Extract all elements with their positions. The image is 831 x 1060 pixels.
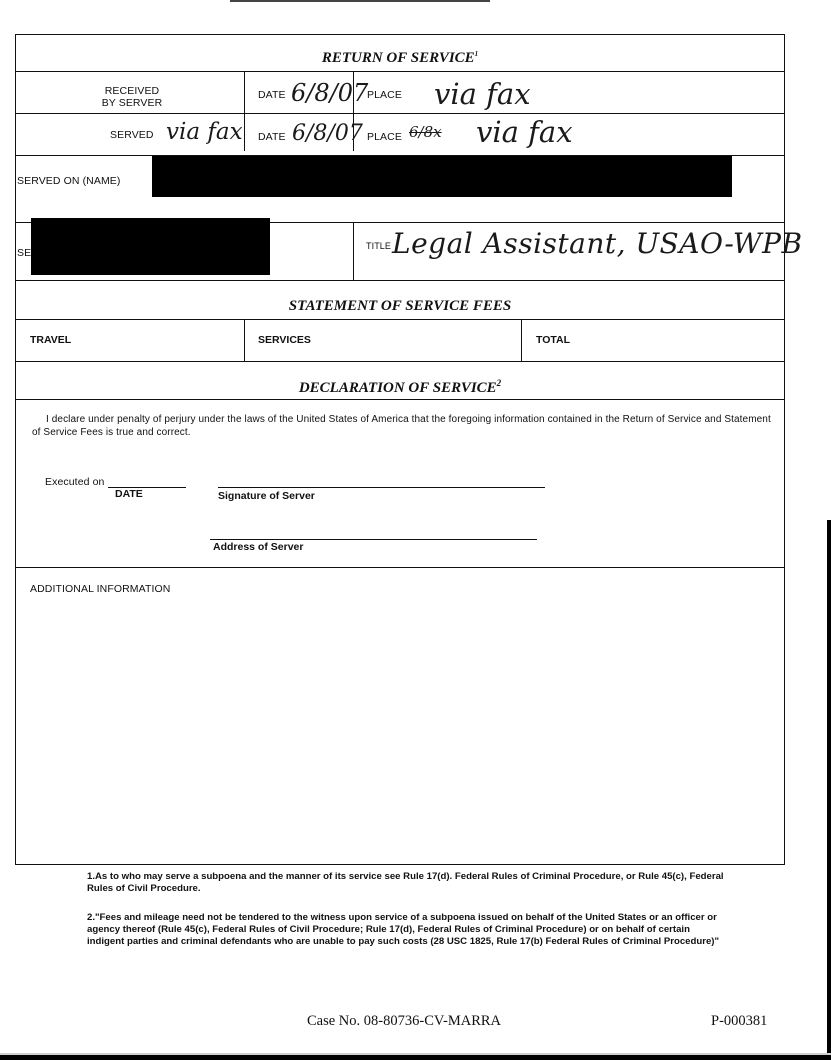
page-id: P-000381 <box>711 1013 768 1029</box>
declaration-of-service-title: DECLARATION OF SERVICE$^2$ <box>298 378 502 396</box>
received-by-server-label: RECEIVED BY SERVER <box>101 85 163 109</box>
divider <box>244 71 245 151</box>
received-date-label: DATE <box>258 89 286 101</box>
redaction-bar <box>152 156 732 197</box>
received-place-label: PLACE <box>367 89 402 101</box>
title-label: TITLE <box>366 241 392 251</box>
return-of-service-form <box>15 34 803 865</box>
divider <box>16 71 784 72</box>
scan-edge-bottom <box>0 1055 831 1060</box>
served-date-label: DATE <box>258 131 286 143</box>
divider <box>16 567 784 568</box>
divider <box>244 319 245 361</box>
divider <box>16 113 784 114</box>
footnote-1: 1.As to who may serve a subpoena and the manner of its service see Rule 17(d). Federal Rules of Criminal Procedure, or Rule 45(c), Federal Rules of Civil Procedure. <box>87 871 724 894</box>
redaction-bar <box>31 218 270 275</box>
served-place-label: PLACE <box>367 131 402 143</box>
case-number: Case No. 08-80736-CV-MARRA <box>307 1013 502 1029</box>
served-method-handwritten: via fax <box>166 119 243 145</box>
served-by-label-fragment: SE <box>17 247 32 259</box>
signature-line <box>218 487 545 488</box>
travel-label: TRAVEL <box>30 334 72 346</box>
divider <box>16 361 784 362</box>
received-date-handwritten: 6/8/07 <box>291 79 369 107</box>
divider <box>16 319 784 320</box>
divider <box>521 319 522 361</box>
footnote-2: 2."Fees and mileage need not be tendered to the witness upon service of a subpoena issued on behalf of the United States or an officer or agency thereof (Rule 45(c), Federal Rules of Civil Procedure; Rule 17(d), Federal Rules of Criminal Procedure) or on behalf of certain indigent parties and criminal defendants who are unable to pay such costs (28 USC 1825, Rule 17(b) Federal Rules of Criminal Procedure)" <box>87 912 720 947</box>
served-place-handwritten: via fax <box>476 115 573 149</box>
address-of-server-label: Address of Server <box>213 541 304 553</box>
declaration-text: I declare under penalty of perjury under the laws of the United States of America that the foregoing information contained in the Return of Service and Statement of Service Fees is true and correct. <box>32 414 771 438</box>
date-caption: DATE <box>115 488 143 500</box>
return-of-service-title: RETURN OF SERVICE$^1$ <box>321 50 479 66</box>
total-label: TOTAL <box>536 334 571 346</box>
served-on-name-label: SERVED ON (NAME) <box>17 175 121 187</box>
scan-artifact-top <box>230 0 490 2</box>
additional-information-label: ADDITIONAL INFORMATION <box>30 583 171 595</box>
received-place-handwritten: via fax <box>434 77 531 111</box>
executed-on-label: Executed on <box>45 476 105 488</box>
statement-of-service-fees-title: STATEMENT OF SERVICE FEES <box>288 298 512 314</box>
divider <box>16 399 784 400</box>
served-label: SERVED <box>110 129 154 141</box>
scan-edge-right <box>827 520 831 1060</box>
services-label: SERVICES <box>258 334 311 346</box>
title-handwritten: Legal Assistant, USAO-WPB <box>392 227 803 260</box>
signature-of-server-label: Signature of Server <box>218 490 315 502</box>
divider <box>16 280 784 281</box>
served-place-struck-handwritten: 6/8x <box>409 123 442 141</box>
divider <box>353 222 354 280</box>
served-date-handwritten: 6/8/07 <box>292 121 363 146</box>
address-line <box>210 539 537 540</box>
